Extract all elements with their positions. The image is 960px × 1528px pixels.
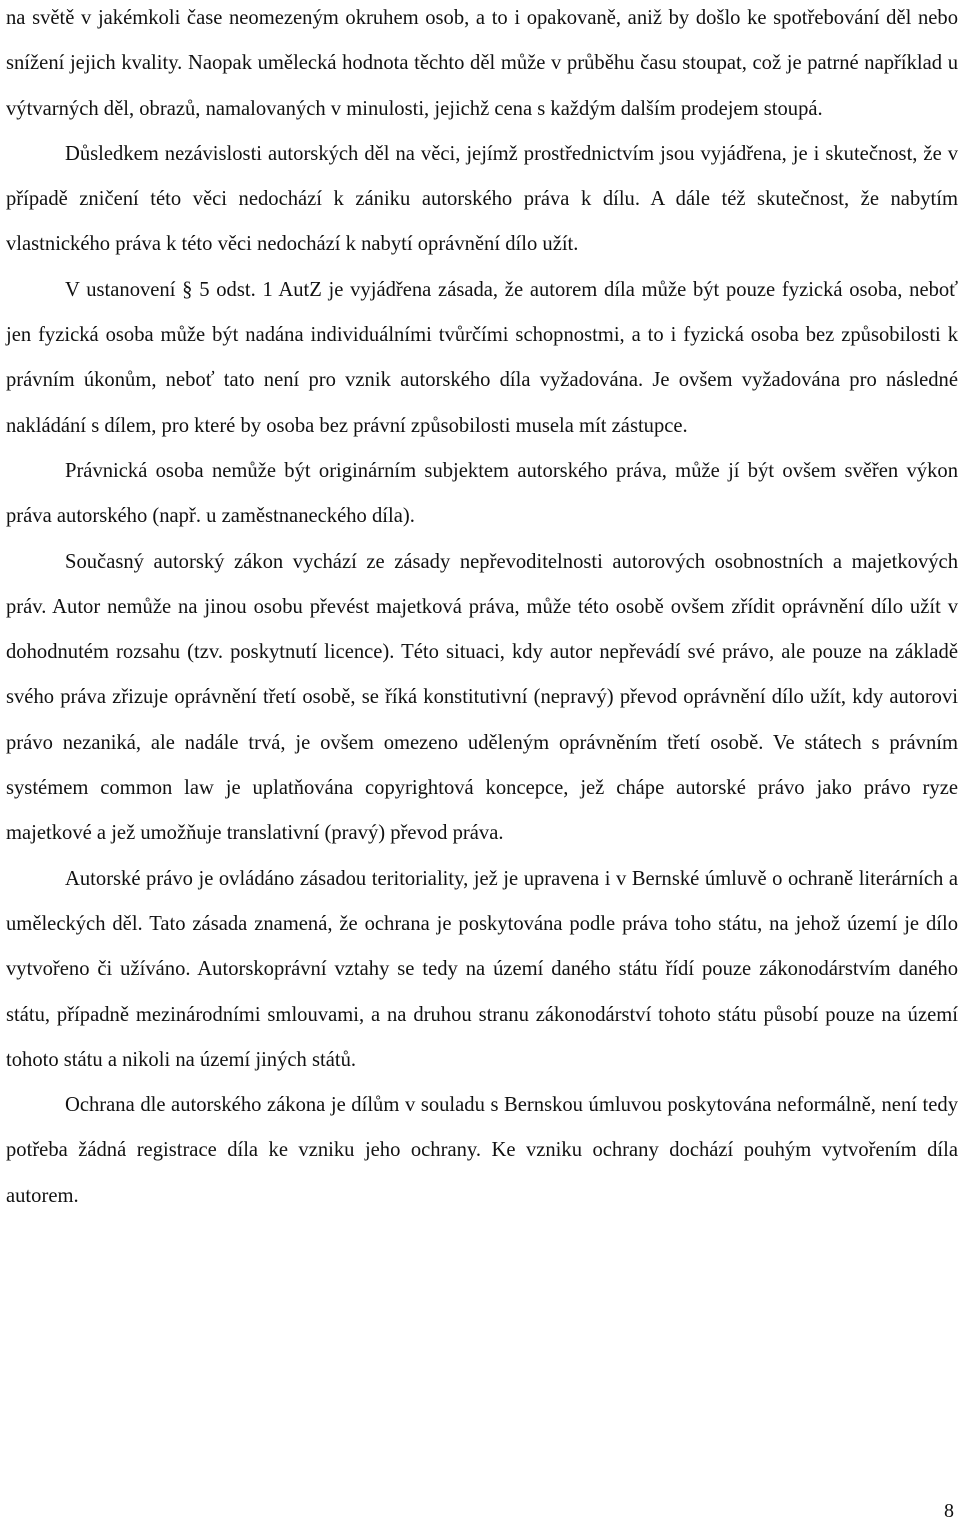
paragraph-natural-person: V ustanovení § 5 odst. 1 AutZ je vyjádřena zásada, že autorem díla může být pouze fyzická osoba, neboť jen fyzická osoba může být nadána individuálními tvůrčími schopnostmi, a to i fyzická osoba bez způsobilosti k právním úkonům, neboť tato není pro vznik autorského díla vyžadována. Je ovšem vyžadována pro následné nakládání s dílem, pro které by osoba bez právní způsobilosti musela mít zástupce. — [6, 278, 958, 437]
body-text — [6, 0, 958, 1219]
page-number: 8 — [944, 1500, 954, 1522]
paragraph-legal-person: Právnická osoba nemůže být originárním subjektem autorského práva, může jí být ovšem svěřen výkon práva autorského (např. u zaměstnaneckého díla). — [6, 459, 958, 528]
paragraph-continuation: na světě v jakémkoli čase neomezeným okruhem osob, a to i opakovaně, aniž by došlo ke spotřebování děl nebo snížení jejich kvality. Naopak umělecká hodnota těchto děl může v průběhu času stoupat, což je patrné například u výtvarných děl, obrazů, namalovaných v minulosti, jejichž cena s každým dalším prodejem stoupá. — [6, 7, 958, 120]
paragraph-informal-protection: Ochrana dle autorského zákona je dílům v souladu s Bernskou úmluvou poskytována neformálně, není tedy potřeba žádná registrace díla ke vzniku jeho ochrany. Ke vzniku ochrany dochází pouhým vytvořením díla autorem. — [6, 1094, 958, 1207]
paragraph-independence: Důsledkem nezávislosti autorských děl na věci, jejímž prostřednictvím jsou vyjádřena, je i skutečnost, že v případě zničení této věci nedochází k zániku autorského práva k dílu. A dále též skutečnost, že nabytím vlastnického práva k této věci nedochází k nabytí oprávnění dílo užít. — [6, 142, 958, 256]
paragraph-territoriality: Autorské právo je ovládáno zásadou teritoriality, jež je upravena i v Bernské úmluvě o ochraně literárních a uměleckých děl. Tato zásada znamená, že ochrana je poskytována podle práva toho státu, na jehož území je dílo vytvořeno či užíváno. Autorskoprávní vztahy se tedy na území daného státu řídí pouze zákonodárstvím daného státu, případně mezinárodními smlouvami, a na druhou stranu zákonodárství tohoto státu působí pouze na území tohoto státu a nikoli na území jiných států. — [6, 867, 958, 1071]
paragraph-non-transferability: Současný autorský zákon vychází ze zásady nepřevoditelnosti autorových osobnostních a majetkových práv. Autor nemůže na jinou osobu převést majetková práva, může této osobě ovšem zřídit oprávnění dílo užít v dohodnutém rozsahu (tzv. poskytnutí licence). Této situaci, kdy autor nepřevádí své právo, ale pouze na základě svého práva zřizuje oprávnění třetí osobě, se říká konstitutivní (nepravý) převod oprávnění dílo užít, kdy autorovi právo nezaniká, ale nadále trvá, je ovšem omezeno uděleným oprávněním třetí osobě. Ve státech s právním systémem common law je uplatňována copyrightová koncepce, jež chápe autorské právo jako právo ryze majetkové a jež umožňuje translativní (pravý) převod práva. — [6, 550, 958, 845]
